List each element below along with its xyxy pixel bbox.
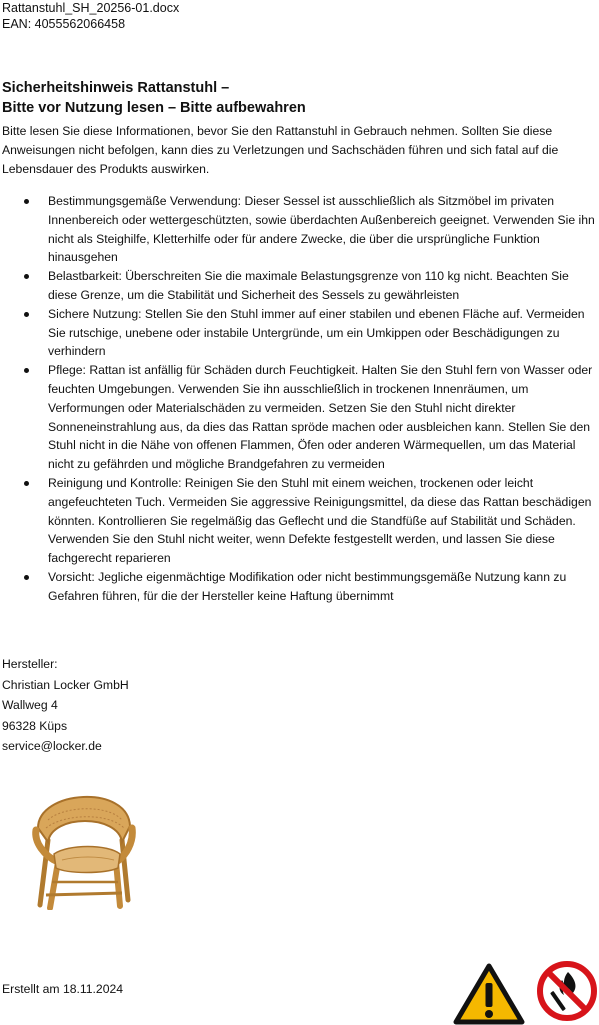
warning-triangle-icon (453, 963, 525, 1025)
manufacturer-email: service@locker.de (2, 739, 102, 754)
list-item: Pflege: Rattan ist anfällig für Schäden durch Feuchtigkeit. Halten Sie den Stuhl fern von Wasser oder feuchten Umgebungen. Verwenden Sie ihn ausschließlich in trockenen Innenräumen, um Verformungen oder Materialschäden zu vermeiden. Setzen Sie den Stuhl nicht direkter Sonneneinstrahlung aus, da dies das Rattan spröde machen oder ausbleichen kann. Stellen Sie den Stuhl nicht in die Nähe von offenen Flammen, Öfen oder anderen Wärmequellen, um das Material nicht zu gefährden und mögliche Brandgefahren zu vermeiden (0, 361, 599, 474)
document-title (2, 78, 306, 118)
list-item: Sichere Nutzung: Stellen Sie den Stuhl immer auf einer stabilen und ebenen Fläche auf. Vermeiden Sie rutschige, unebene oder instabile Untergründe, um ein Umkippen oder Beschädigungen zu verhindern (0, 305, 599, 361)
list-item: Bestimmungsgemäße Verwendung: Dieser Sessel ist ausschließlich als Sitzmöbel im privaten Innenbereich oder wettergeschützten, sowie überdachten Außenbereich geeignet. Verwenden Sie ihn nicht als Steighilfe, Kletterhilfe oder für andere Zwecke, die über die ursprüngliche Funktion hinausgehen (0, 192, 599, 267)
ean-number: EAN: 4055562066458 (2, 17, 126, 31)
safety-bullet-list (0, 192, 599, 606)
bullet-dot (24, 575, 29, 580)
title-line-2: Bitte vor Nutzung lesen – Bitte aufbewahren (2, 100, 306, 116)
document-filename: Rattanstuhl_SH_20256-01.docx (2, 1, 180, 15)
list-item: Vorsicht: Jegliche eigenmächtige Modifikation oder nicht bestimmungsgemäße Nutzung kann zu Gefahren führen, für die der Hersteller keine Haftung übernimmt (0, 568, 599, 606)
bullet-dot (24, 481, 29, 486)
document-meta (2, 0, 179, 32)
manufacturer-block (2, 654, 129, 757)
bullet-dot (24, 274, 29, 279)
bullet-dot (24, 368, 29, 373)
list-item: Reinigung und Kontrolle: Reinigen Sie den Stuhl mit einem weichen, trockenen oder leicht angefeuchteten Tuch. Vermeiden Sie aggressive Reinigungsmittel, da diese das Rattan beschädigen könnten. Kontrollieren Sie regelmäßig das Geflecht und die Standfüße auf Stabilität und Schäden. Verwenden Sie den Stuhl nicht weiter, wenn Defekte festgestellt werden, und lassen Sie diese fachgerecht reparieren (0, 474, 599, 568)
created-date: Erstellt am 18.11.2024 (2, 982, 124, 996)
manufacturer-city: 96328 Küps (2, 718, 68, 733)
manufacturer-label: Hersteller: (2, 657, 58, 671)
no-open-fire-icon (536, 960, 598, 1022)
manufacturer-company: Christian Locker GmbH (2, 677, 129, 692)
title-line-1: Sicherheitshinweis Rattanstuhl – (2, 80, 230, 96)
rattan-chair-image (18, 770, 148, 910)
list-item: Belastbarkeit: Überschreiten Sie die maximale Belastungsgrenze von 110 kg nicht. Beachten Sie diese Grenze, um die Stabilität und Sicherheit des Sessels zu gewährleisten (0, 267, 599, 305)
manufacturer-street: Wallweg 4 (2, 698, 58, 713)
bullet-dot (24, 199, 29, 204)
intro-paragraph: Bitte lesen Sie diese Informationen, bevor Sie den Rattanstuhl in Gebrauch nehmen. Sollten Sie diese Anweisungen nicht befolgen, kann dies zu Verletzungen und Sachschäden führen und sich fatal auf die Lebensdauer des Produkts auswirken. (2, 124, 559, 176)
bullet-dot (24, 312, 29, 317)
